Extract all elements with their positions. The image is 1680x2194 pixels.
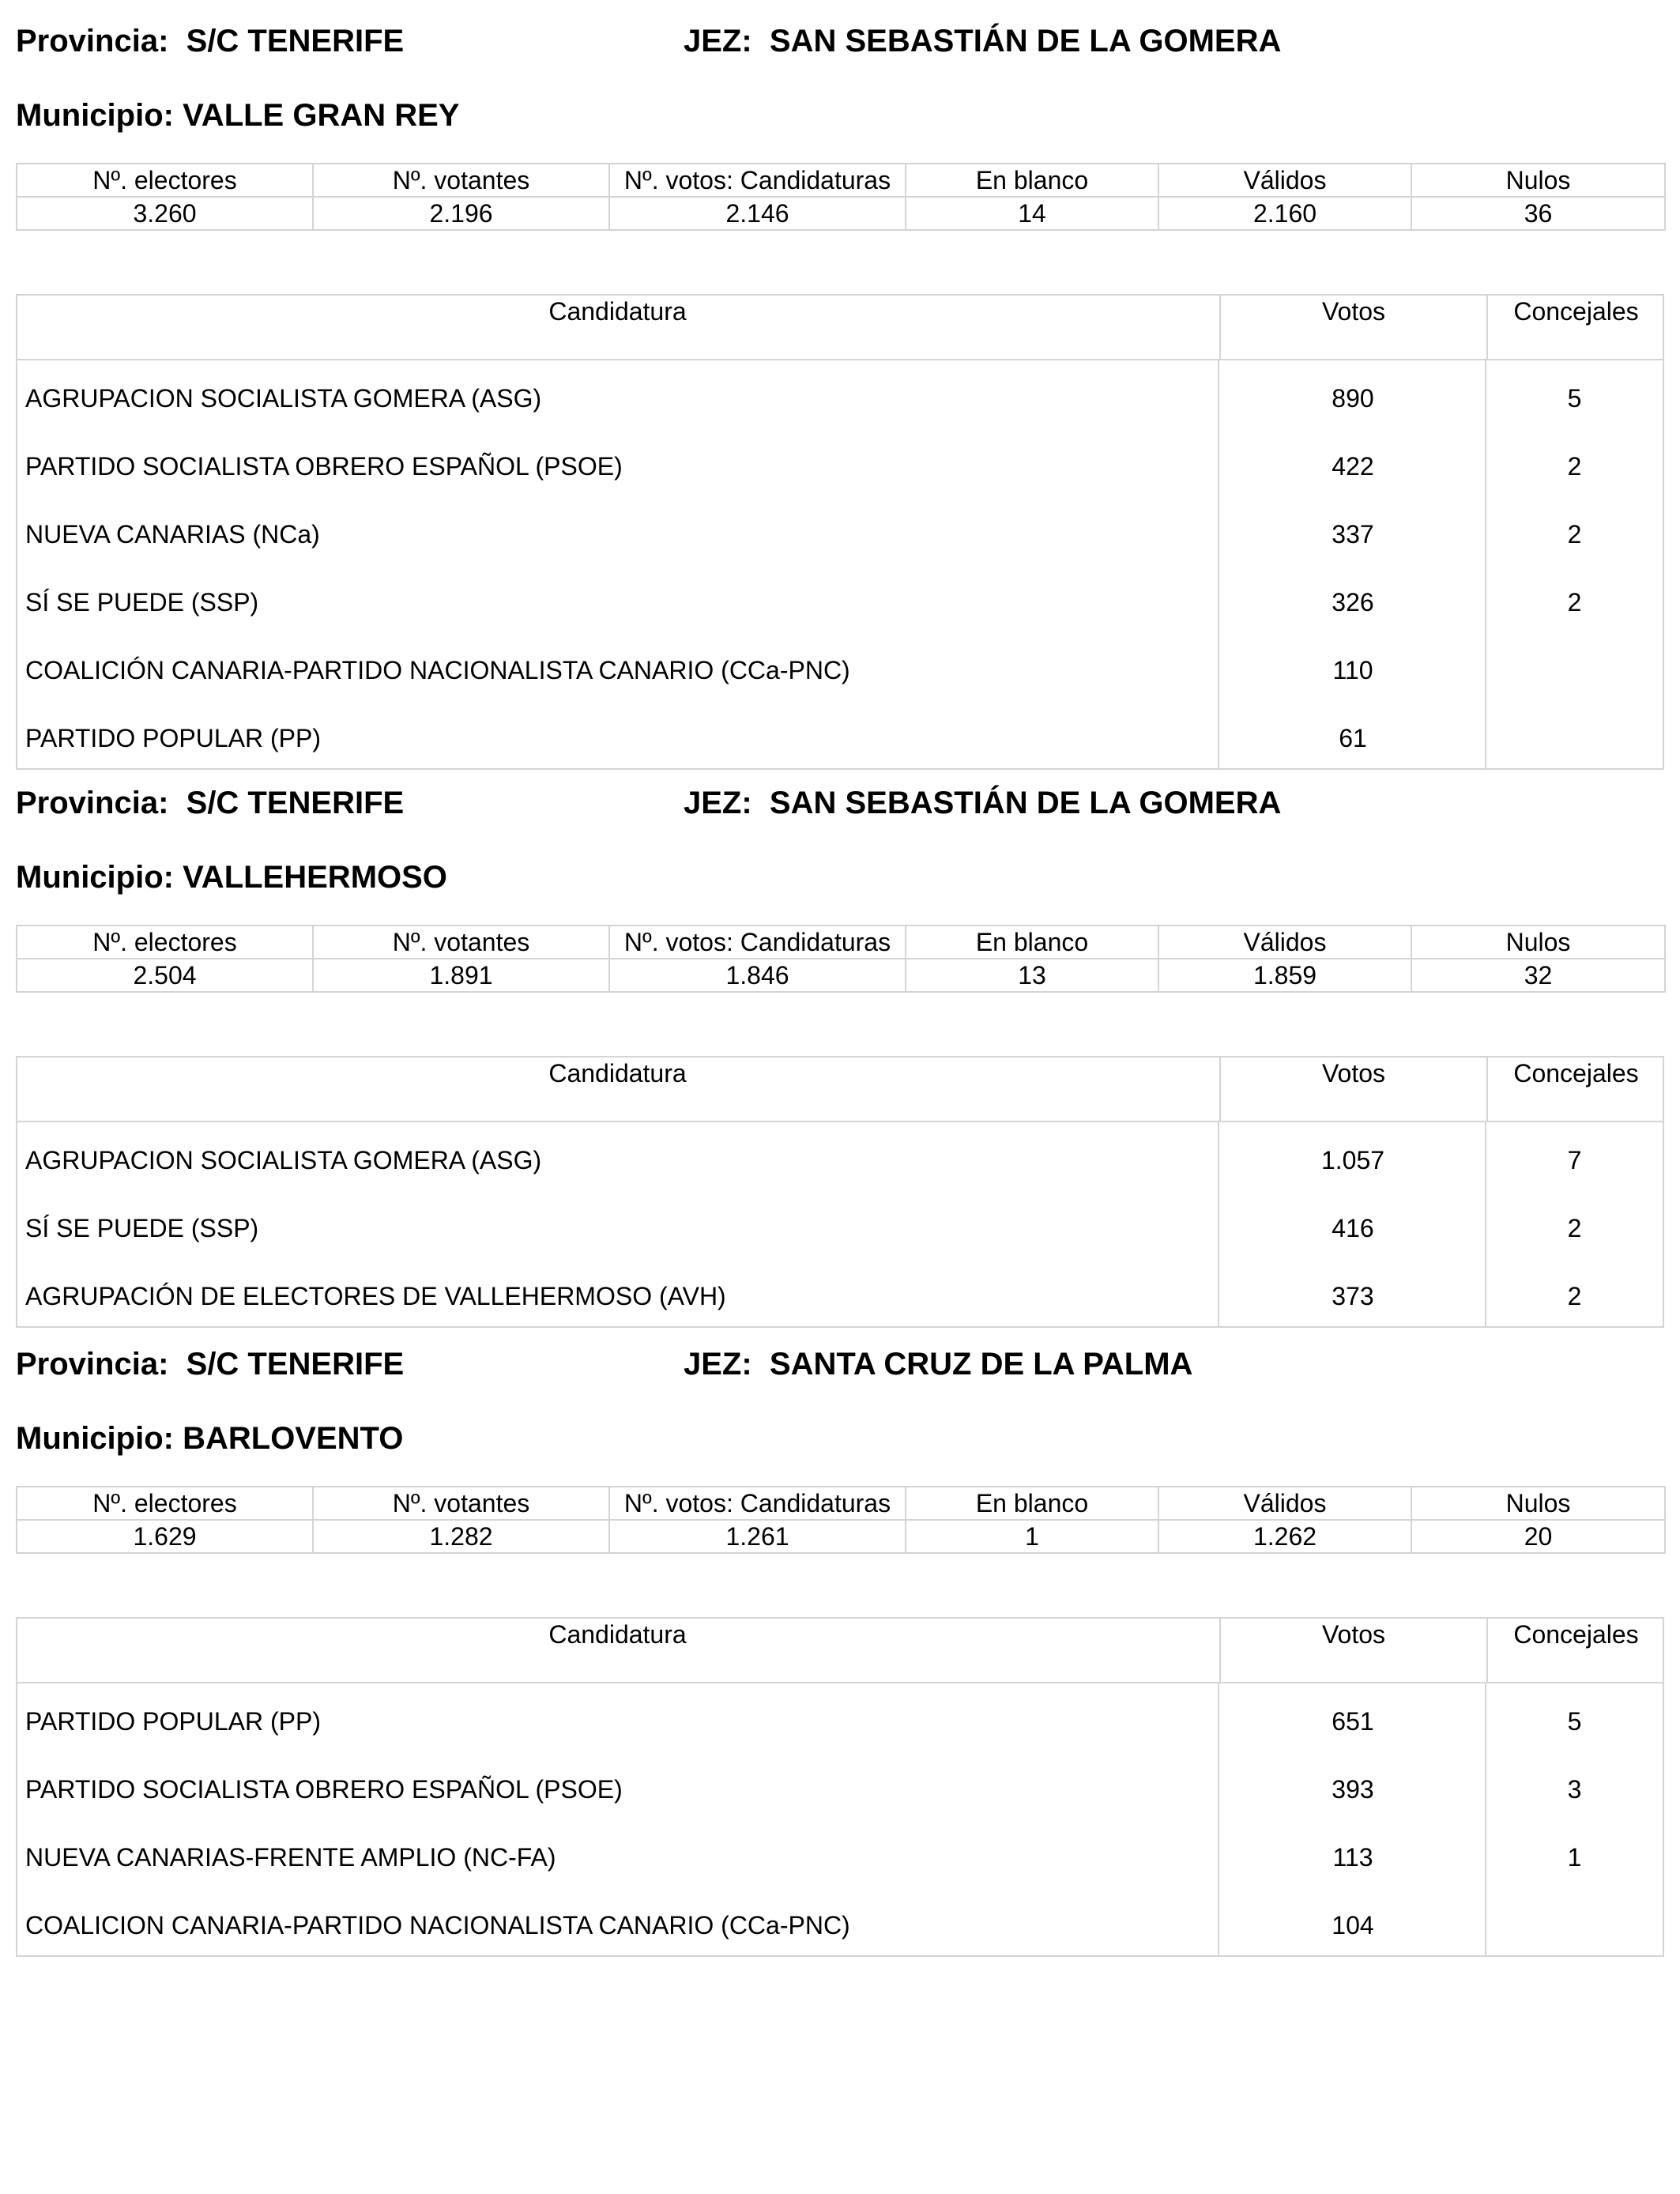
municipio-heading [16, 1419, 403, 1457]
candidate-concejales: 3 [1567, 1775, 1582, 1804]
jez-heading [684, 22, 1281, 60]
stats-header-row [17, 1487, 1665, 1520]
municipio-heading [16, 96, 459, 134]
stat-value-cell: 14 [906, 197, 1158, 230]
stat-value-cell: 36 [1411, 197, 1665, 230]
stat-value-cell: 2.504 [17, 959, 313, 992]
provincia-heading [16, 22, 404, 60]
stat-value-cell: 1 [906, 1520, 1158, 1553]
col-header-candidatura: Candidatura [548, 1059, 687, 1088]
stat-value-cell: 32 [1411, 959, 1665, 992]
provincia-heading [16, 784, 404, 822]
provincia-value: S/C TENERIFE [186, 786, 405, 820]
candidate-name: SÍ SE PUEDE (SSP) [25, 588, 259, 616]
stat-header-cell: Nº. votos: Candidaturas [609, 925, 906, 959]
stat-value-cell: 13 [906, 959, 1158, 992]
candidate-row [17, 1190, 1663, 1258]
stat-header-cell: Nulos [1411, 925, 1665, 959]
stats-value-row [17, 959, 1665, 992]
candidate-row [17, 1751, 1663, 1819]
col-header-candidatura: Candidatura [548, 1620, 687, 1649]
stat-value-cell: 1.891 [313, 959, 609, 992]
provincia-label: Provincia: [16, 1347, 169, 1382]
stat-header-cell: Nº. electores [17, 925, 313, 959]
provincia-value: S/C TENERIFE [186, 24, 405, 58]
candidates-body [17, 1122, 1663, 1326]
municipio-value: VALLE GRAN REY [183, 98, 460, 133]
jez-label: JEZ: [684, 24, 752, 58]
jez-label: JEZ: [684, 1347, 752, 1382]
stat-value-cell: 1.859 [1158, 959, 1411, 992]
candidate-votes: 110 [1332, 656, 1373, 684]
candidate-row [17, 360, 1663, 428]
candidate-name: NUEVA CANARIAS-FRENTE AMPLIO (NC-FA) [25, 1843, 556, 1872]
candidate-name: AGRUPACION SOCIALISTA GOMERA (ASG) [25, 1146, 542, 1174]
stat-value-cell: 1.846 [609, 959, 906, 992]
col-header-candidatura: Candidatura [548, 297, 687, 326]
summary-stats-table [16, 1486, 1666, 1554]
summary-stats-table [16, 163, 1666, 231]
col-header-concejales: Concejales [1486, 1619, 1664, 1683]
candidate-concejales: 1 [1567, 1843, 1582, 1872]
provincia-value: S/C TENERIFE [186, 1347, 405, 1382]
stat-header-cell: Nº. votantes [313, 925, 609, 959]
stats-header-row [17, 164, 1665, 197]
stat-value-cell: 1.262 [1158, 1520, 1411, 1553]
candidates-table [16, 1617, 1664, 1957]
candidates-table [16, 294, 1664, 770]
candidate-name: COALICIÓN CANARIA-PARTIDO NACIONALISTA CANARIO (CCa-PNC) [25, 656, 850, 684]
candidate-row [17, 496, 1663, 564]
candidate-concejales: 5 [1567, 1707, 1582, 1736]
candidates-body [17, 1683, 1663, 1955]
candidate-concejales: 2 [1567, 1282, 1582, 1310]
col-header-votos: Votos [1219, 1619, 1486, 1683]
candidates-header [17, 1619, 1663, 1683]
candidate-name: PARTIDO POPULAR (PP) [25, 724, 321, 752]
candidates-header [17, 296, 1663, 360]
jez-value: SAN SEBASTIÁN DE LA GOMERA [769, 24, 1282, 58]
municipio-label: Municipio: [16, 1421, 174, 1456]
jez-heading [684, 1345, 1192, 1383]
stat-value-cell: 2.146 [609, 197, 906, 230]
jez-value: SANTA CRUZ DE LA PALMA [769, 1347, 1193, 1382]
stats-value-row [17, 197, 1665, 230]
provincia-label: Provincia: [16, 786, 169, 820]
candidate-concejales: 2 [1567, 588, 1582, 616]
candidates-header [17, 1057, 1663, 1122]
stat-header-cell: En blanco [906, 1487, 1158, 1520]
stat-header-cell: Nº. votos: Candidaturas [609, 1487, 906, 1520]
candidate-votes: 651 [1332, 1707, 1374, 1736]
candidate-row [17, 1683, 1663, 1751]
candidate-votes: 890 [1332, 384, 1374, 413]
candidate-name: AGRUPACIÓN DE ELECTORES DE VALLEHERMOSO (AVH) [25, 1282, 726, 1310]
stat-header-cell: Válidos [1158, 1487, 1411, 1520]
candidate-votes: 113 [1332, 1843, 1373, 1872]
stats-header-row [17, 925, 1665, 959]
candidate-votes: 1.057 [1320, 1146, 1385, 1174]
stat-header-cell: Nº. electores [17, 1487, 313, 1520]
candidate-votes: 61 [1339, 724, 1367, 752]
stat-value-cell: 3.260 [17, 197, 313, 230]
candidate-concejales: 2 [1567, 520, 1582, 548]
candidate-row [17, 1819, 1663, 1887]
candidate-concejales: 2 [1567, 452, 1582, 481]
col-header-votos: Votos [1219, 1057, 1486, 1122]
candidate-name: NUEVA CANARIAS (NCa) [25, 520, 320, 548]
stat-value-cell: 2.196 [313, 197, 609, 230]
col-header-concejales: Concejales [1486, 1057, 1664, 1122]
candidate-name: SÍ SE PUEDE (SSP) [25, 1214, 259, 1242]
candidate-name: PARTIDO SOCIALISTA OBRERO ESPAÑOL (PSOE) [25, 1775, 623, 1804]
provincia-heading [16, 1345, 404, 1383]
candidate-row [17, 700, 1663, 768]
stat-value-cell: 1.282 [313, 1520, 609, 1553]
candidate-votes: 337 [1332, 520, 1374, 548]
candidate-name: AGRUPACION SOCIALISTA GOMERA (ASG) [25, 384, 542, 413]
jez-label: JEZ: [684, 786, 752, 820]
provincia-label: Provincia: [16, 24, 169, 58]
candidate-row [17, 1887, 1663, 1955]
candidate-name: PARTIDO POPULAR (PP) [25, 1707, 321, 1736]
candidate-votes: 393 [1332, 1775, 1374, 1804]
candidate-concejales: 7 [1567, 1146, 1582, 1174]
stat-header-cell: Válidos [1158, 164, 1411, 197]
candidate-row [17, 1122, 1663, 1190]
stat-header-cell: En blanco [906, 925, 1158, 959]
stat-value-cell: 1.629 [17, 1520, 313, 1553]
candidate-votes: 416 [1332, 1214, 1374, 1242]
candidate-votes: 104 [1332, 1911, 1374, 1940]
summary-stats-table [16, 925, 1666, 993]
candidate-concejales: 5 [1567, 384, 1582, 413]
candidate-row [17, 1258, 1663, 1326]
municipio-label: Municipio: [16, 98, 174, 133]
stat-value-cell: 2.160 [1158, 197, 1411, 230]
stat-header-cell: Nº. votos: Candidaturas [609, 164, 906, 197]
municipio-value: VALLEHERMOSO [183, 860, 447, 895]
candidate-votes: 373 [1332, 1282, 1374, 1310]
candidate-votes: 422 [1332, 452, 1374, 481]
stat-header-cell: Nº. electores [17, 164, 313, 197]
jez-heading [684, 784, 1281, 822]
stat-value-cell: 1.261 [609, 1520, 906, 1553]
municipio-label: Municipio: [16, 860, 174, 895]
stat-header-cell: Nulos [1411, 164, 1665, 197]
candidate-row [17, 564, 1663, 632]
jez-value: SAN SEBASTIÁN DE LA GOMERA [769, 786, 1282, 820]
col-header-votos: Votos [1219, 296, 1486, 360]
stats-value-row [17, 1520, 1665, 1553]
stat-header-cell: Nulos [1411, 1487, 1665, 1520]
stat-header-cell: En blanco [906, 164, 1158, 197]
stat-header-cell: Nº. votantes [313, 164, 609, 197]
candidate-votes: 326 [1332, 588, 1374, 616]
municipio-value: BARLOVENTO [183, 1421, 404, 1456]
candidate-concejales: 2 [1567, 1214, 1582, 1242]
col-header-concejales: Concejales [1486, 296, 1664, 360]
candidate-name: PARTIDO SOCIALISTA OBRERO ESPAÑOL (PSOE) [25, 452, 623, 481]
candidate-name: COALICION CANARIA-PARTIDO NACIONALISTA CANARIO (CCa-PNC) [25, 1911, 850, 1940]
stat-value-cell: 20 [1411, 1520, 1665, 1553]
candidates-table [16, 1056, 1664, 1328]
candidates-body [17, 360, 1663, 768]
candidate-row [17, 632, 1663, 700]
candidate-row [17, 428, 1663, 496]
municipio-heading [16, 858, 447, 896]
stat-header-cell: Válidos [1158, 925, 1411, 959]
stat-header-cell: Nº. votantes [313, 1487, 609, 1520]
